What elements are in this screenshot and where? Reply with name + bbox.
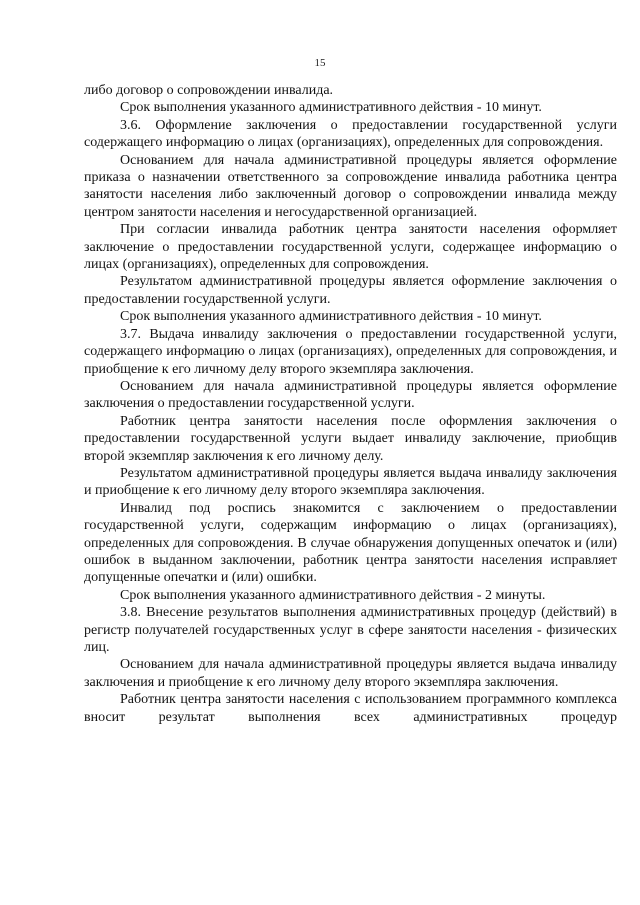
paragraph: Основанием для начала административной процедуры является оформление заключения о предоставлении государственной услуги. — [84, 378, 617, 412]
paragraph: Срок выполнения указанного административного действия - 10 минут. — [120, 309, 542, 325]
paragraph: либо договор о сопровождении инвалида. — [84, 83, 334, 98]
paragraph: Срок выполнения указанного административного действия - 2 минуты. — [120, 587, 546, 603]
paragraph: Основанием для начала административной процедуры является оформление приказа о назначении ответственного за сопровождение инвалида работника центра занятости населения либо заключенный договор о сопровождении инвалида между центром занятости населения и негосударственной организацией. — [84, 152, 617, 220]
document-body — [84, 82, 617, 726]
paragraph: При согласии инвалида работник центра занятости населения оформляет заключение о предоставлении государственной услуги, содержащее информацию о лицах (организациях), определенных для сопровождения. — [84, 222, 617, 273]
paragraph: 3.8. Внесение результатов выполнения административных процедур (действий) в регистр получателей государственных услуг в сфере занятости населения - физических лиц. — [84, 605, 617, 655]
page-number: 15 — [314, 57, 326, 69]
paragraph: 3.7. Выдача инвалиду заключения о предоставлении государственной услуги, содержащего информацию о лицах (организациях), определенных для сопровождения, и приобщение к его личному делу второго экземпляра заключения. — [84, 326, 617, 377]
paragraph: Работник центра занятости населения после оформления заключения о предоставлении государственной услуги выдает инвалиду заключение, приобщив второй экземпляр заключения к его личному делу. — [84, 413, 617, 464]
paragraph: Инвалид под роспись знакомится с заключением о предоставлении государственной услуги, содержащим информацию о лицах (организациях), определенных для сопровождения. В случае обнаружения допущенных опечаток и (или) ошибок в выданном заключении, работник центра занятости населения исправляет допущенные опечатки и (или) ошибки. — [84, 500, 617, 586]
paragraph: 3.6. Оформление заключения о предоставлении государственной услуги содержащего информацию о лицах (организациях), определенных для сопровождения. — [84, 117, 617, 151]
paragraph: Срок выполнения указанного административного действия - 10 минут. — [120, 100, 542, 116]
paragraph: Основанием для начала административной процедуры является выдача инвалиду заключения и приобщение к его личному делу второго экземпляра заключения. — [84, 657, 617, 690]
paragraph: Результатом административной процедуры является оформление заключения о предоставлении государственной услуги. — [84, 274, 617, 307]
paragraph: Работник центра занятости населения с использованием программного комплекса вносит результат выполнения всех административных процедур — [84, 692, 617, 725]
paragraph: Результатом административной процедуры является выдача инвалиду заключения и приобщение к его личному делу второго экземпляра заключения. — [84, 465, 617, 499]
